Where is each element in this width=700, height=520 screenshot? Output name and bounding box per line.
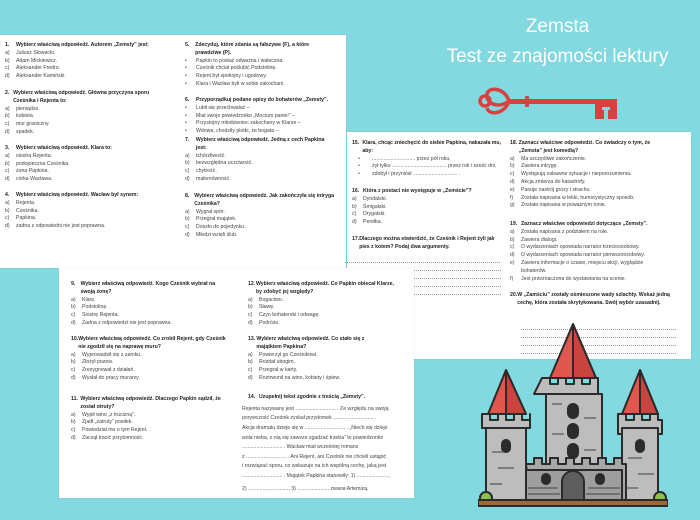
answer-line-17-3[interactable] — [413, 271, 501, 279]
question-13: 13. Wybierz właściwą odpowiedź. Co stało się z majątkiem Papkina? a) Powierzył go Cześnikowi. b) Rozdał ubogim. c) Przegrał w karty. d) Roztrwonił na wino, kobiety i śpiew. — [248, 336, 365, 381]
answer-line-17-4[interactable] — [413, 279, 501, 287]
page-subtitle: Test ze znajomości lektury — [446, 46, 669, 67]
question-5: 5. Zdecyduj, które zdania są fałszywe (F), a które prawdziwe (P). • Papkin to postać odważna i waleczna. • Cześnik chciał poślubić Podstolinę. • Rejent był spokojny i ugodowy. • Klara i Wacław byli w sobie zakochani. — [185, 42, 310, 87]
key-icon — [475, 80, 635, 122]
cloze-line[interactable]: 2) ............................, 3) ...................... zwana Artemizą. — [242, 485, 369, 492]
answer-line-17-2[interactable] — [413, 263, 501, 271]
question-15: 15. Klara, chcąc zniechęcić do siebie Papkina, nakazała mu, aby: • .............................. przez pół roku, • żył tylko ...................................... przez rok i sześć dni, • zdobył i przyniósł ............................... . — [352, 140, 502, 178]
question-10: 10. Wybierz właściwą odpowiedź. Co zrobił Rejent, gdy Cześnik nie zgodził się na naprawę muru? a) Wyprowadził się z zamku. b) Złożył pozew. c) Zrezygnował z działań. d) Wysłał do pracy murarzy. — [71, 336, 226, 381]
cloze-line[interactable]: ............................ . Wacław miał wcześniej romans — [242, 444, 359, 451]
question-20: 20. W „Zamściu” zostały ośmieszone wady szlachty. Wskaż jedną cechę, która została skrytykowana. Swój wybór uzasadnij. — [510, 292, 670, 306]
question-6: 6. Przyporządkuj podane opisy do bohaterów „Zemsty”. • Lubił się przechwalać – • Miał swoje powiedzonko „Mocium panie!” – • Przystojny młodzieniec zakochany w Klarze – • Wdowa, chodziły plotki, że bogata – — [185, 97, 329, 135]
question-12: 12. Wybierz właściwą odpowiedź. Co Papkin obiecał Klarze, by zdobyć jej względy? a) Bogactwo. b) Sławę. c) Czyn bohaterski i odwagę. d) Podróże. — [248, 281, 394, 326]
cloze-line[interactable]: Rejenta nazywany jest ............................ . Ze względu na swoją — [242, 405, 389, 412]
answer-line-17-5[interactable] — [413, 287, 501, 295]
question-7: 7. Wybierz właściwą odpowiedź. Jedną z cech Papkina jest: a) tchórzliwość. b) bezwzględna uczciwość. c) chytrość. d) małomówność. — [185, 137, 325, 182]
cloze-line[interactable]: wola nieba, z nią się zawsze zgadzać trzeba” to powiedzonko — [242, 434, 384, 441]
answer-line-17-1[interactable] — [345, 255, 500, 263]
page-title: Zemsta — [525, 16, 590, 37]
question-19: 19. Zaznacz właściwe odpowiedzi dotyczące „Zemsty”. a) Została napisana z podziałem na role. b) Zawiera dialogi. c) O wydarzeniach opowiada narrator trzecioosobowy. d) O wydarzeniach opowiada narrator pierwszoosobowy. e) Zawiera informacje o czasie, miejscu akcji, wyglądzie bohaterów. f) Jest przeznaczona do wystawiania na scenie. — [510, 221, 648, 282]
cloze-line[interactable]: i rozwiązać sporu, co wskazuje na ich wspólną cechę, jaką jest — [242, 463, 387, 470]
question-18: 18. Zaznacz właściwe odpowiedzi. Co świadczy o tym, że „Zemsta” jest komedią? a) Ma szczęśliwe zakończenie. b) Zawiera intrygę. c) Występują zabawne sytuacje i nieporozumienia. d) Akcja zmierza do katastrofy. e) Panuje nastrój grozy i strachu. f) Została napisana w lekki, humorystyczny sposób. g) Została napisana w poważnym tonie. — [510, 140, 651, 209]
question-9: 9. Wybierz właściwą odpowiedź. Kogo Cześnik wybrał na swoją żonę? a) Klarę. b) Podstolinę. c) Siostrę Rejenta. d) Żadna z odpowiedzi nie jest poprawna. — [71, 281, 216, 326]
cloze-line[interactable]: Akcja dramatu dzieje się w ............................ . „Niech się dzieje — [242, 424, 388, 431]
question-11: 11. Wybierz właściwą odpowiedź. Dlaczego Papkin sądził, że został otruty? a) Wypił wino „z trucizną”. b) Zjadł „zatruty” posiłek. c) Powiedział mu o tym Rejent. d) Zaczął tracić przytomność. — [71, 396, 221, 441]
question-17: 17. Dlaczego można stwierdzić, że Cześnik i Rejent żyli jak pies z kotem? Podaj dwa argumenty. — [352, 236, 495, 250]
question-4: 4. Wybierz właściwą odpowiedź. Wacław był synem: a) Rejenta. b) Cześnika. c) Papkina. d) żadna z odpowiedni nie jest poprawna. — [5, 192, 139, 230]
castle-icon — [478, 322, 668, 512]
question-1: 1. Wybierz właściwą odpowiedź. Autorem „Zemsty” jest: a) Juliusz Słowacki. b) Adam Mickiewicz. c) Aleksander Fredro. d) Aleksander Kamiński. — [5, 42, 149, 80]
question-16: 16. Która z postaci nie występuje w „Zemście”? a) Dyndalski. b) Śmigalski. c) Drygalski. d) Perełka. — [352, 188, 472, 226]
cloze-line[interactable]: z ............................ . Ani Rejent, ani Cześnik nie chcieli ustąpić — [242, 453, 387, 460]
question-2: 2. Wybierz właściwą odpowiedź. Główna przyczyna sporu Cześnika i Rejenta to: a) pieniądze. b) kobieta. c) mur graniczny. d) spadek. — [5, 90, 150, 135]
question-3: 3. Wybierz właściwą odpowiedź. Klara to: a) siostra Rejenta. b) podopieczna Cześnika. c) żona Papkina. d) córka Wacława. — [5, 145, 112, 183]
cloze-line[interactable]: ............................ . Majątek Papkina stanowiły: 1) ......................, — [242, 472, 390, 479]
question-8: 8. Wybierz właściwą odpowiedź. Jak zakończyła się intryga Cześnika? a) Wygrał spór. b) Przegrał majątek. c) Doszło do pojedynku. d) Młodzi wzięli ślub. — [185, 193, 335, 238]
title-block — [420, 12, 695, 72]
question-14: 14. Uzupełnij tekst zgodnie z treścią „Zemsty”. Rejenta nazywany jest ............................ . Ze względu na swoją porywczość Cześnik zyskał przydomek ............................ . Akcja dramatu dzieje się w ............................ . „Niech się dzieje wola nieba, z nią się zawsze zgadzać trzeba” to powiedzonko ............................ . Wacław miał wcześniej romans z ............................ . Ani Rejent, ani Cześnik nie chcieli ustąpić i rozwiązać sporu, co wskazuje na ich wspólną cechę, jaką jest ............................ . Majątek Papkina stanowiły: 1) ......................, 2) ............................, 3) ...................... zwana Artemizą. — [242, 394, 417, 494]
cloze-line[interactable]: porywczość Cześnik zyskał przydomek ............................ . — [242, 415, 377, 422]
